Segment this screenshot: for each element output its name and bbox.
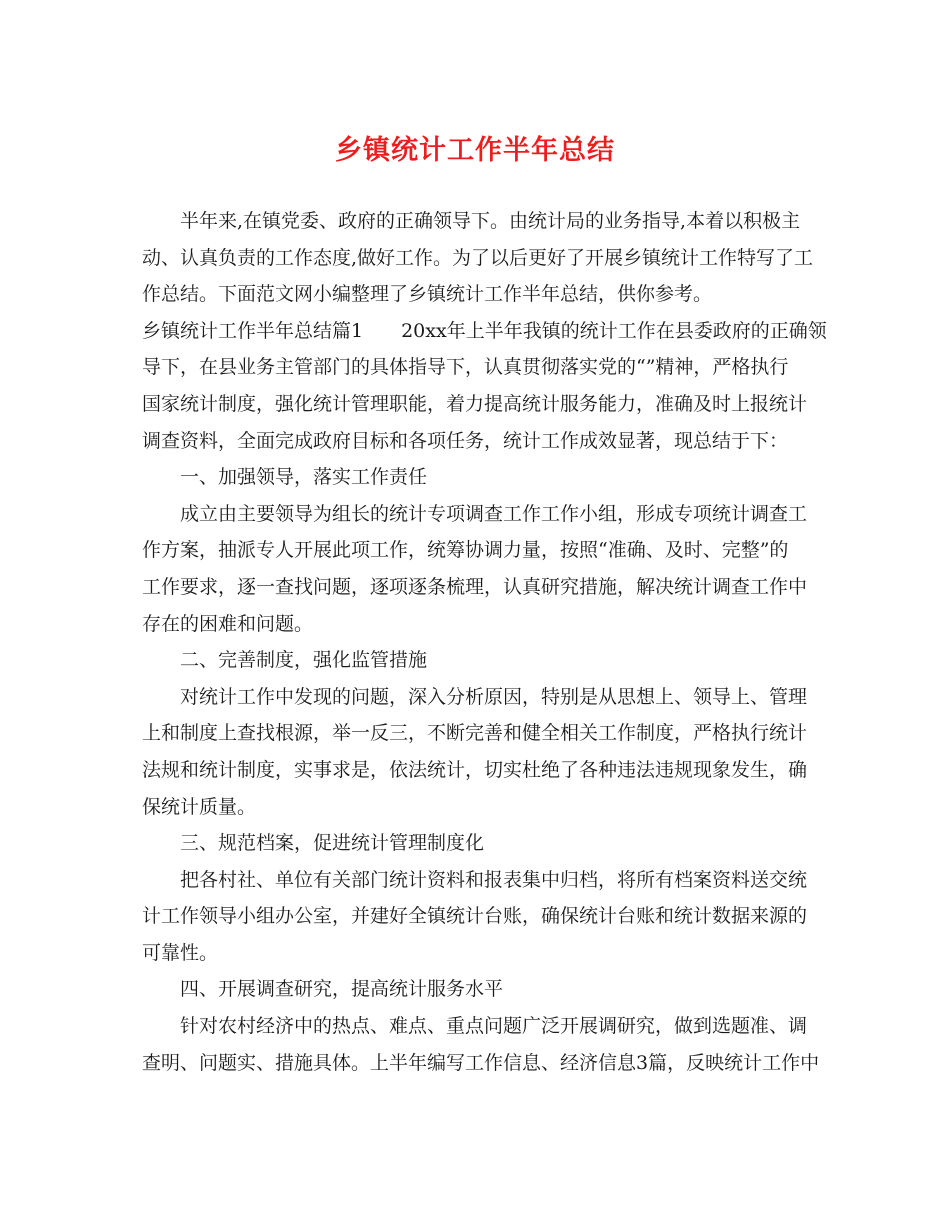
text-line: 乡镇统计工作半年总结篇1 20xx年上半年我镇的统计工作在县委政府的正确领 <box>142 319 827 342</box>
text-line: 把各村社、单位有关部门统计资料和报表集中归档，将所有档案资料送交统 <box>180 868 808 891</box>
document-title: 乡镇统计工作半年总结 <box>335 135 615 166</box>
text-line: 针对农村经济中的热点、难点、重点问题广泛开展调研究，做到选题准、调 <box>180 1015 808 1038</box>
text-line: 四、开展调查研究，提高统计服务水平 <box>180 978 504 1001</box>
text-line: 保统计质量。 <box>142 795 257 818</box>
text-line: 作方案，抽派专人开展此项工作，统筹协调力量，按照“准确、及时、完整”的 <box>142 539 789 562</box>
text-line: 动、认真负责的工作态度,做好工作。为了以后更好了开展乡镇统计工作特写了工 <box>142 246 814 269</box>
text-line: 可靠性。 <box>142 941 219 964</box>
text-line: 调查资料，全面完成政府目标和各项任务，统计工作成效显著，现总结于下： <box>142 429 789 452</box>
text-line: 查明、问题实、措施具体。上半年编写工作信息、经济信息3篇，反映统计工作中 <box>142 1051 820 1074</box>
text-line: 工作要求，逐一查找问题，逐项逐条梳理，认真研究措施，解决统计调查工作中 <box>142 575 808 598</box>
text-line: 二、完善制度，强化监管措施 <box>180 649 428 672</box>
text-line: 一、加强领导，落实工作责任 <box>180 466 428 489</box>
text-line: 成立由主要领导为组长的统计专项调查工作工作小组，形成专项统计调查工 <box>180 502 808 525</box>
text-line: 法规和统计制度，实事求是，依法统计，切实杜绝了各种违法违规现象发生，确 <box>142 758 808 781</box>
text-line: 上和制度上查找根源，举一反三，不断完善和健全相关工作制度，严格执行统计 <box>142 722 808 745</box>
document-body <box>142 203 827 1081</box>
text-line: 作总结。下面范文网小编整理了乡镇统计工作半年总结，供你参考。 <box>142 283 713 306</box>
text-line: 对统计工作中发现的问题，深入分析原因，特别是从思想上、领导上、管理 <box>180 685 808 708</box>
text-line: 计工作领导小组办公室，并建好全镇统计台账，确保统计台账和统计数据来源的 <box>142 905 808 928</box>
text-line: 导下，在县业务主管部门的具体指导下，认真贯彻落实党的“”精神，严格执行 <box>142 356 789 379</box>
text-line: 三、规范档案，促进统计管理制度化 <box>180 832 485 855</box>
text-line: 存在的困难和问题。 <box>142 612 314 635</box>
text-line: 半年来,在镇党委、政府的正确领导下。由统计局的业务指导,本着以积极主 <box>180 210 801 232</box>
text-line: 国家统计制度，强化统计管理职能，着力提高统计服务能力，准确及时上报统计 <box>142 392 808 415</box>
